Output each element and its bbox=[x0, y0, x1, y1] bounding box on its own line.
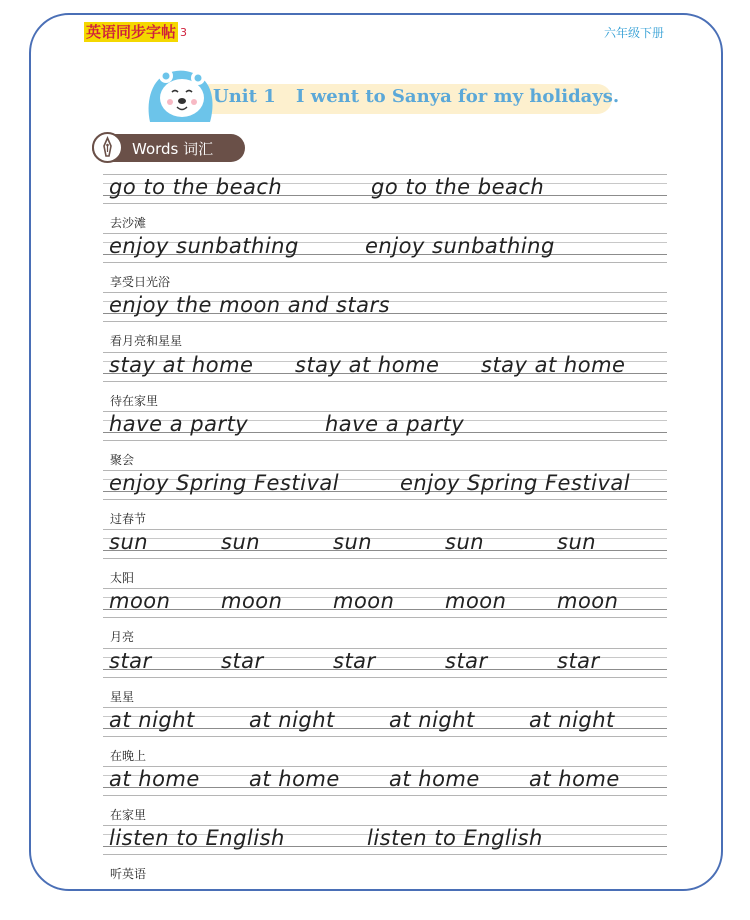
practice-row bbox=[103, 352, 667, 382]
practice-word: at night bbox=[529, 708, 615, 732]
practice-row bbox=[103, 588, 667, 618]
practice-row bbox=[103, 825, 667, 855]
practice-word: sun bbox=[109, 530, 149, 554]
guide-line bbox=[103, 440, 667, 441]
practice-word: have a party bbox=[325, 412, 465, 436]
guide-line bbox=[103, 854, 667, 855]
practice-row bbox=[103, 411, 667, 441]
practice-word: moon bbox=[109, 589, 171, 613]
practice-word: go to the beach bbox=[371, 175, 545, 199]
chinese-meaning: 在晚上 bbox=[110, 749, 147, 763]
chinese-meaning: 聚会 bbox=[110, 453, 135, 467]
polar-bear-icon bbox=[144, 64, 216, 124]
chinese-meaning: 看月亮和星星 bbox=[110, 334, 183, 348]
practice-word: moon bbox=[221, 589, 283, 613]
practice-row bbox=[103, 529, 667, 559]
practice-word: stay at home bbox=[109, 353, 254, 377]
practice-row bbox=[103, 766, 667, 796]
guide-line bbox=[103, 736, 667, 737]
practice-word: star bbox=[221, 649, 264, 673]
practice-word: enjoy Spring Festival bbox=[109, 471, 340, 495]
unit-number: Unit 1 bbox=[213, 86, 276, 107]
guide-line bbox=[103, 617, 667, 618]
book-title bbox=[84, 22, 187, 42]
chinese-meaning: 月亮 bbox=[110, 630, 135, 644]
practice-word: listen to English bbox=[367, 826, 543, 850]
chinese-meaning: 在家里 bbox=[110, 808, 147, 822]
practice-word: moon bbox=[333, 589, 395, 613]
chinese-meaning: 享受日光浴 bbox=[110, 275, 171, 289]
chinese-meaning: 过春节 bbox=[110, 512, 147, 526]
practice-word: at home bbox=[529, 767, 620, 791]
practice-word: stay at home bbox=[481, 353, 626, 377]
chinese-meaning: 听英语 bbox=[110, 867, 147, 881]
unit-title: I went to Sanya for my holidays. bbox=[296, 86, 620, 107]
practice-word: at night bbox=[249, 708, 335, 732]
practice-word: star bbox=[333, 649, 376, 673]
guide-line bbox=[103, 262, 667, 263]
practice-row bbox=[103, 648, 667, 678]
chinese-meaning: 太阳 bbox=[110, 571, 135, 585]
practice-word: listen to English bbox=[109, 826, 285, 850]
practice-word: sun bbox=[445, 530, 485, 554]
practice-word: moon bbox=[557, 589, 619, 613]
practice-row bbox=[103, 470, 667, 500]
guide-line bbox=[103, 558, 667, 559]
practice-word: sun bbox=[333, 530, 373, 554]
practice-word: have a party bbox=[109, 412, 249, 436]
practice-word: enjoy sunbathing bbox=[365, 234, 555, 258]
practice-word: stay at home bbox=[295, 353, 440, 377]
practice-word: sun bbox=[221, 530, 261, 554]
guide-line bbox=[103, 795, 667, 796]
book-title-text: 英语同步字帖 bbox=[86, 23, 177, 41]
practice-word: at home bbox=[389, 767, 480, 791]
guide-line bbox=[103, 203, 667, 204]
practice-word: moon bbox=[445, 589, 507, 613]
unit-heading bbox=[213, 86, 619, 107]
section-label: Words 词汇 bbox=[132, 140, 214, 158]
practice-word: at home bbox=[249, 767, 340, 791]
guide-line bbox=[103, 321, 667, 322]
practice-row bbox=[103, 233, 667, 263]
chinese-meaning: 星星 bbox=[110, 690, 135, 704]
practice-row bbox=[103, 707, 667, 737]
pen-nib-glyph bbox=[94, 134, 121, 161]
practice-word: star bbox=[445, 649, 488, 673]
pen-nib-icon bbox=[92, 132, 123, 163]
practice-word: at night bbox=[389, 708, 475, 732]
book-number: 3 bbox=[180, 25, 188, 39]
guide-line bbox=[103, 677, 667, 678]
grade-label: 六年级下册 bbox=[603, 26, 664, 40]
practice-word: sun bbox=[557, 530, 597, 554]
guide-line bbox=[103, 381, 667, 382]
chinese-meaning: 去沙滩 bbox=[110, 216, 147, 230]
practice-word: go to the beach bbox=[109, 175, 283, 199]
practice-word: star bbox=[109, 649, 152, 673]
practice-word: enjoy the moon and stars bbox=[109, 293, 391, 317]
chinese-meaning: 待在家里 bbox=[110, 394, 159, 408]
practice-row bbox=[103, 292, 667, 322]
practice-word: enjoy sunbathing bbox=[109, 234, 299, 258]
practice-word: at night bbox=[109, 708, 195, 732]
practice-word: at home bbox=[109, 767, 200, 791]
practice-row bbox=[103, 174, 667, 204]
practice-word: enjoy Spring Festival bbox=[400, 471, 631, 495]
practice-word: star bbox=[557, 649, 600, 673]
guide-line bbox=[103, 499, 667, 500]
